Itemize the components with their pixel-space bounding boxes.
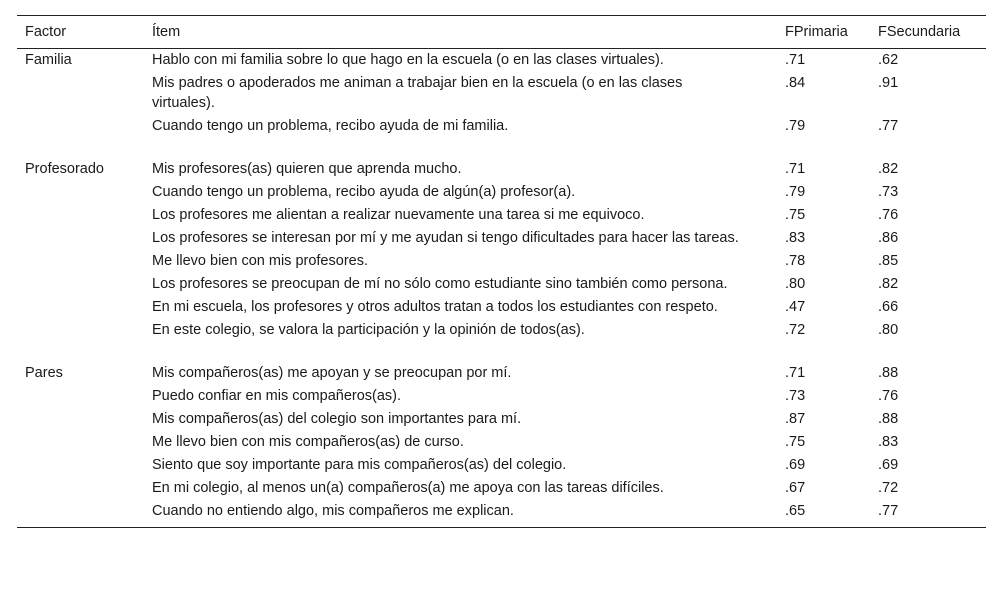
factor-cell — [17, 408, 144, 431]
item-cell: En este colegio, se valora la participación y la opinión de todos(as). — [152, 322, 585, 338]
table-header — [17, 16, 986, 49]
table-row — [17, 158, 986, 181]
fsecundaria-cell: .85 — [878, 253, 899, 269]
fsecundaria-cell: .80 — [878, 322, 899, 338]
table-row — [17, 250, 986, 273]
table-row — [17, 181, 986, 204]
factor-cell — [17, 115, 144, 138]
item-cell: Mis compañeros(as) del colegio son importantes para mí. — [152, 411, 522, 427]
fsecundaria-cell: .76 — [878, 388, 899, 404]
factor-cell — [17, 319, 144, 342]
item-cell: Cuando no entiendo algo, mis compañeros me explican. — [152, 503, 514, 519]
header-item: Ítem — [144, 16, 777, 49]
factor-cell: Pares — [25, 365, 63, 381]
factor-cell — [17, 227, 144, 250]
fsecundaria-cell: .62 — [878, 52, 899, 68]
fsecundaria-cell: .88 — [878, 411, 899, 427]
factor-cell — [17, 500, 144, 528]
table-row — [17, 408, 986, 431]
item-cell: Mis padres o apoderados me animan a trabajar bien en la escuela (o en las clases virtuales). — [152, 75, 683, 111]
factor-cell — [17, 273, 144, 296]
factor-loadings-table — [17, 15, 986, 528]
table-row — [17, 115, 986, 138]
item-cell: Me llevo bien con mis profesores. — [152, 253, 368, 269]
fprimaria-cell: .69 — [785, 457, 806, 473]
header-fprimaria: FPrimaria — [777, 16, 870, 49]
factor-cell — [17, 72, 144, 115]
factor-table-container — [17, 15, 986, 528]
table-row — [17, 204, 986, 227]
item-cell: Los profesores me alientan a realizar nuevamente una tarea si me equivoco. — [152, 207, 645, 223]
fsecundaria-cell: .76 — [878, 207, 899, 223]
fprimaria-cell: .79 — [785, 184, 806, 200]
fprimaria-cell: .75 — [785, 207, 806, 223]
fsecundaria-cell: .77 — [878, 118, 899, 134]
table-row — [17, 72, 986, 115]
factor-cell — [17, 431, 144, 454]
fprimaria-cell: .73 — [785, 388, 806, 404]
item-cell: Mis profesores(as) quieren que aprenda mucho. — [152, 161, 462, 177]
fsecundaria-cell: .91 — [878, 75, 899, 91]
table-row — [17, 319, 986, 342]
factor-cell — [17, 385, 144, 408]
fsecundaria-cell: .83 — [878, 434, 899, 450]
item-cell: En mi escuela, los profesores y otros adultos tratan a todos los estudiantes con respeto. — [152, 299, 718, 315]
fsecundaria-cell: .73 — [878, 184, 899, 200]
fprimaria-cell: .71 — [785, 365, 806, 381]
factor-cell: Profesorado — [25, 161, 104, 177]
item-cell: En mi colegio, al menos un(a) compañeros(a) me apoya con las tareas difíciles. — [152, 480, 664, 496]
fsecundaria-cell: .86 — [878, 230, 899, 246]
table-row — [17, 431, 986, 454]
header-fsecundaria: FSecundaria — [870, 16, 986, 49]
group-spacer — [17, 138, 986, 158]
fprimaria-cell: .78 — [785, 253, 806, 269]
fsecundaria-cell: .66 — [878, 299, 899, 315]
factor-cell — [17, 477, 144, 500]
fsecundaria-cell: .82 — [878, 161, 899, 177]
item-cell: Puedo confiar en mis compañeros(as). — [152, 388, 402, 404]
item-cell: Mis compañeros(as) me apoyan y se preocupan por mí. — [152, 365, 512, 381]
spacer-cell — [17, 138, 986, 158]
fprimaria-cell: .75 — [785, 434, 806, 450]
fsecundaria-cell: .77 — [878, 503, 899, 519]
fprimaria-cell: .80 — [785, 276, 806, 292]
factor-cell — [17, 454, 144, 477]
fprimaria-cell: .71 — [785, 161, 806, 177]
table-row — [17, 227, 986, 250]
item-cell: Hablo con mi familia sobre lo que hago en la escuela (o en las clases virtuales). — [152, 52, 664, 68]
fprimaria-cell: .79 — [785, 118, 806, 134]
item-cell: Los profesores se preocupan de mí no sólo como estudiante sino también como persona. — [152, 276, 728, 292]
spacer-cell — [17, 342, 986, 362]
factor-cell — [17, 250, 144, 273]
table-row — [17, 49, 986, 73]
fprimaria-cell: .84 — [785, 75, 806, 91]
header-factor: Factor — [17, 16, 144, 49]
fprimaria-cell: .83 — [785, 230, 806, 246]
table-row — [17, 385, 986, 408]
fsecundaria-cell: .88 — [878, 365, 899, 381]
table-row — [17, 273, 986, 296]
fprimaria-cell: .72 — [785, 322, 806, 338]
table-row — [17, 362, 986, 385]
factor-cell: Familia — [25, 52, 72, 68]
table-row — [17, 477, 986, 500]
fprimaria-cell: .87 — [785, 411, 806, 427]
table-body — [17, 49, 986, 528]
item-cell: Me llevo bien con mis compañeros(as) de curso. — [152, 434, 464, 450]
factor-cell — [17, 204, 144, 227]
table-row — [17, 454, 986, 477]
fsecundaria-cell: .69 — [878, 457, 899, 473]
item-cell: Cuando tengo un problema, recibo ayuda de algún(a) profesor(a). — [152, 184, 576, 200]
item-cell: Siento que soy importante para mis compañeros(as) del colegio. — [152, 457, 567, 473]
header-row — [17, 16, 986, 49]
fprimaria-cell: .65 — [785, 503, 806, 519]
fsecundaria-cell: .72 — [878, 480, 899, 496]
fprimaria-cell: .71 — [785, 52, 806, 68]
table-row — [17, 296, 986, 319]
group-spacer — [17, 342, 986, 362]
fprimaria-cell: .67 — [785, 480, 806, 496]
fprimaria-cell: .47 — [785, 299, 806, 315]
factor-cell — [17, 296, 144, 319]
item-cell: Cuando tengo un problema, recibo ayuda de mi familia. — [152, 118, 509, 134]
factor-cell — [17, 181, 144, 204]
table-row — [17, 500, 986, 528]
item-cell: Los profesores se interesan por mí y me ayudan si tengo dificultades para hacer las tareas. — [152, 230, 739, 246]
fsecundaria-cell: .82 — [878, 276, 899, 292]
